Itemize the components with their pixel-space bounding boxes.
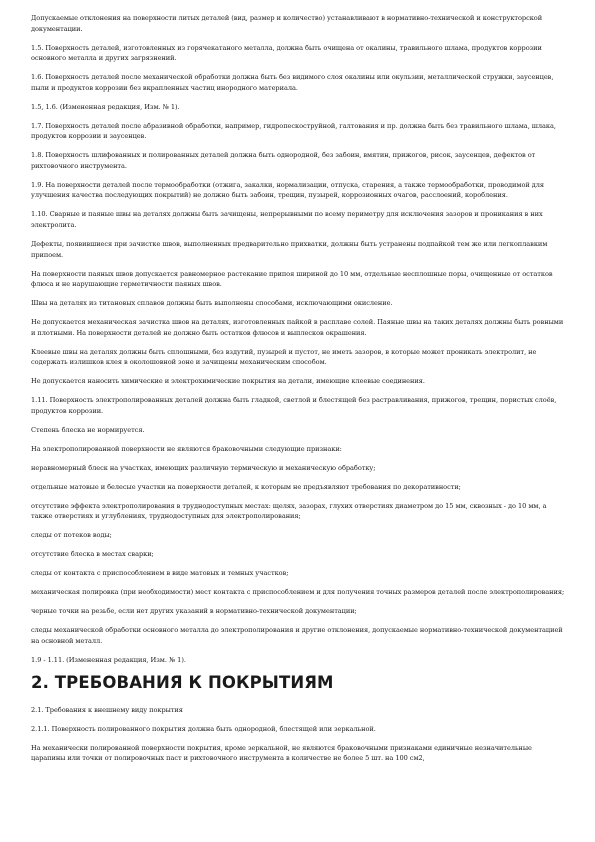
paragraph-2-1-1: 2.1.1. Поверхность полированного покрытия должна быть однородной, блестящей или зеркальной. (31, 724, 376, 733)
list-item-no-polish-effect: отсутствие эффекта электрополирования в труднодоступных местах: щелях, зазорах, глухих отверстиях диаметром до 15 мм, сквозных - до 10 мм, а также отверстиях и углублениях, труднодоступных для электрополирования; (31, 501, 547, 521)
revision-note-1-5-1-6: 1.5, 1.6. (Измененная редакция, Изм. № 1). (31, 102, 180, 111)
paragraph-gloss-degree: Степень блеска не нормируется. (31, 425, 145, 434)
paragraph-1-6: 1.6. Поверхность деталей после механической обработки должна быть без видимого слоя окалины или окульзии, металлической стружки, заусенцев, пыли и продуктов коррозии без вкрапленных частиц инородного материала. (31, 73, 554, 92)
paragraph-1-10: 1.10. Сварные и паяные швы на деталях должны быть зачищены, непрерывными по всему периметру для исключения зазоров и проникания в них электролита. (31, 210, 543, 230)
paragraph-1-11: 1.11. Поверхность электрополированных деталей должна быть гладкой, светлой и блестящей без растравливания, прижогов, трещин, пористых слоёв, продуктов коррозии. (31, 396, 557, 415)
list-item-matte-areas: отдельные матовые и белесые участки на поверхности деталей, к которым не предъявляют требования по декоративности; (31, 482, 461, 491)
paragraph-1-5: 1.5. Поверхность деталей, изготовленных из горячекатаного металла, должна быть очищена от окалины, травильного шлама, продуктов коррозии основного металла и других загрязнений. (31, 43, 542, 63)
paragraph-solder-seams: На поверхности паяных швов допускается равномерное растекание припоя шириной до 10 мм, отдельные несплошные поры, очищенные от остатков флюса и не нарушающие герметичности паяных швов. (31, 269, 553, 289)
paragraph-1-8: 1.8. Поверхность шлифованных и полированных деталей должна быть однородной, без забоин, вмятин, прижогов, рисок, заусенцев, дефектов от рихтовочного инструмента. (31, 151, 536, 170)
paragraph-cast-deviations: Допускаемые отклонения на поверхности литых деталей (вид, размер и количество) устанавливают в нормативно-технической и конструкторской документации. (31, 14, 543, 33)
document-page (31, 13, 567, 772)
paragraph-adhesive-seams: Клеевые швы на деталях должны быть сплошными, без вздутий, пузырей и пустот, не иметь зазоров, в которые может проникать электролит, не содержать излишков клея в околошовной зоне и зачищены механическим способом. (31, 347, 537, 367)
paragraph-1-9: 1.9. На поверхности деталей после термообработки (отжига, закалки, нормализации, отпуска, старения, а также термообработки, проводимой для улучшения качества последующих покрытий) не должно быть забоин, трещин, пузырей, коррозионных очагов, расслоений, коробления. (31, 180, 545, 200)
paragraph-1-7: 1.7. Поверхность деталей после абразивной обработки, например, гидропескоструйной, галтования и пр. должна быть без травильного шлама, шлака, продуктов коррозии и заусенцев. (31, 121, 556, 141)
paragraph-seam-defects: Дефекты, появившиеся при зачистке швов, выполненных предварительно прихватки, должны быть устранены подпайкой тем же или легкоплавким припоем. (31, 240, 548, 259)
paragraph-no-coating-adhesive: Не допускается наносить химические и электрохимические покрытия на детали, имеющие клеевые соединения. (31, 377, 425, 386)
revision-note-1-9-1-11: 1.9 - 1.11. (Измененная редакция, Изм. № 1). (31, 655, 186, 664)
list-item-mechanical-polish: механическая полировка (при необходимости) мест контакта с приспособлением и для получения точных размеров деталей после электрополирования; (31, 588, 565, 597)
paragraph-titanium-seams: Швы на деталях из титановых сплавов должны быть выполнены способами, исключающими окисление. (31, 299, 393, 308)
list-item-fixture-contact: следы от контакта с приспособлением в виде матовых и темных участков; (31, 569, 289, 578)
list-item-thread-dots: черные точки на резьбе, если нет других указаний в нормативно-технической документации; (31, 607, 357, 616)
paragraph-salt-bath-brazing: Не допускается механическая зачистка швов на деталях, изготовленных пайкой в расплаве солей. Паяные швы на таких деталях должны быть ровными и плотными. На поверхности деталей не должно быть остатков флюсов и выплесков окрашения. (31, 318, 564, 337)
paragraph-2-1: 2.1. Требования к внешнему виду покрытия (31, 705, 183, 714)
section-heading: 2. ТРЕБОВАНИЯ К ПОКРЫТИЯМ (31, 672, 334, 692)
list-item-no-gloss-welds: отсутствие блеска в местах сварки; (31, 550, 154, 559)
paragraph-non-reject-intro: На электрополированной поверхности не являются браковочными следующие признаки: (31, 444, 342, 453)
list-item-uneven-gloss: неравномерный блеск на участках, имеющих различную термическую и механическую обработку; (31, 463, 376, 472)
list-item-machining-traces: следы механической обработки основного металла до электрополирования и другие отклонения, допускаемые нормативно-технической документацией на основной металл. (31, 626, 563, 645)
paragraph-polished-surface: На механически полированной поверхности покрытия, кроме зеркальной, не являются браковочными признаками единичные незначительные царапины или точки от полировочных паст и рихтовочного инструмента в количестве не более 5 шт. на 100 см2, (31, 743, 532, 763)
list-item-water-streaks: следы от потеков воды; (31, 531, 112, 540)
